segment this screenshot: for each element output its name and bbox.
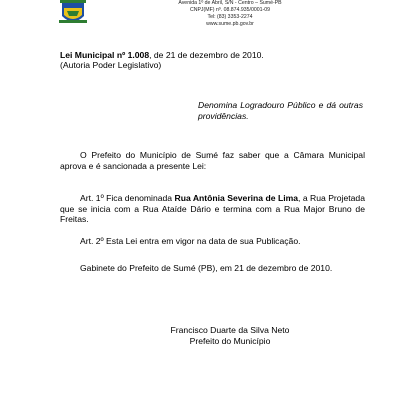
law-title-date: , de 21 de dezembro de 2010.: [149, 50, 264, 60]
article-1: [60, 193, 365, 225]
letterhead-website: www.sume.pb.gov.br: [206, 21, 254, 27]
law-authorship: (Autoria Poder Legislativo): [60, 60, 162, 70]
signature-block: [130, 325, 330, 346]
law-title-number: Lei Municipal nº 1.008: [60, 50, 150, 60]
signer-name: Francisco Duarte da Silva Neto: [170, 325, 290, 335]
letterhead-cnpj: CNPJ(MF) nº. 08.874.935/0001-09: [189, 7, 271, 13]
law-title: [60, 50, 264, 60]
closing-line: Gabinete do Prefeito de Sumé (PB), em 21 de dezembro de 2010.: [80, 263, 333, 273]
municipal-coat-of-arms-icon: [58, 0, 88, 28]
article-1-prefix: Art. 1º Fica denominada: [80, 193, 175, 203]
signer-role: Prefeito do Município: [189, 335, 271, 346]
law-ementa: Denomina Logradouro Público e dá outras providências.: [198, 100, 363, 121]
letterhead-address: Avenida 1º de Abril, S/N - Centro – Sumé-PB: [178, 0, 282, 6]
article-1-rest: , a Rua Projetada que se inicia com a Rua Ataíde Dário e termina com a Rua Major Bruno de Freitas.: [60, 193, 365, 224]
intro-paragraph: O Prefeito do Município de Sumé faz saber que a Câmara Municipal aprova e é sancionada a presente Lei:: [60, 150, 365, 171]
letterhead-phone: Tel: (83) 3353-2274: [207, 14, 253, 20]
article-1-street-name: Rua Antônia Severina de Lima: [174, 193, 299, 203]
article-2: Art. 2º Esta Lei entra em vigor na data de sua Publicação.: [80, 236, 301, 246]
letterhead: [130, 0, 330, 28]
